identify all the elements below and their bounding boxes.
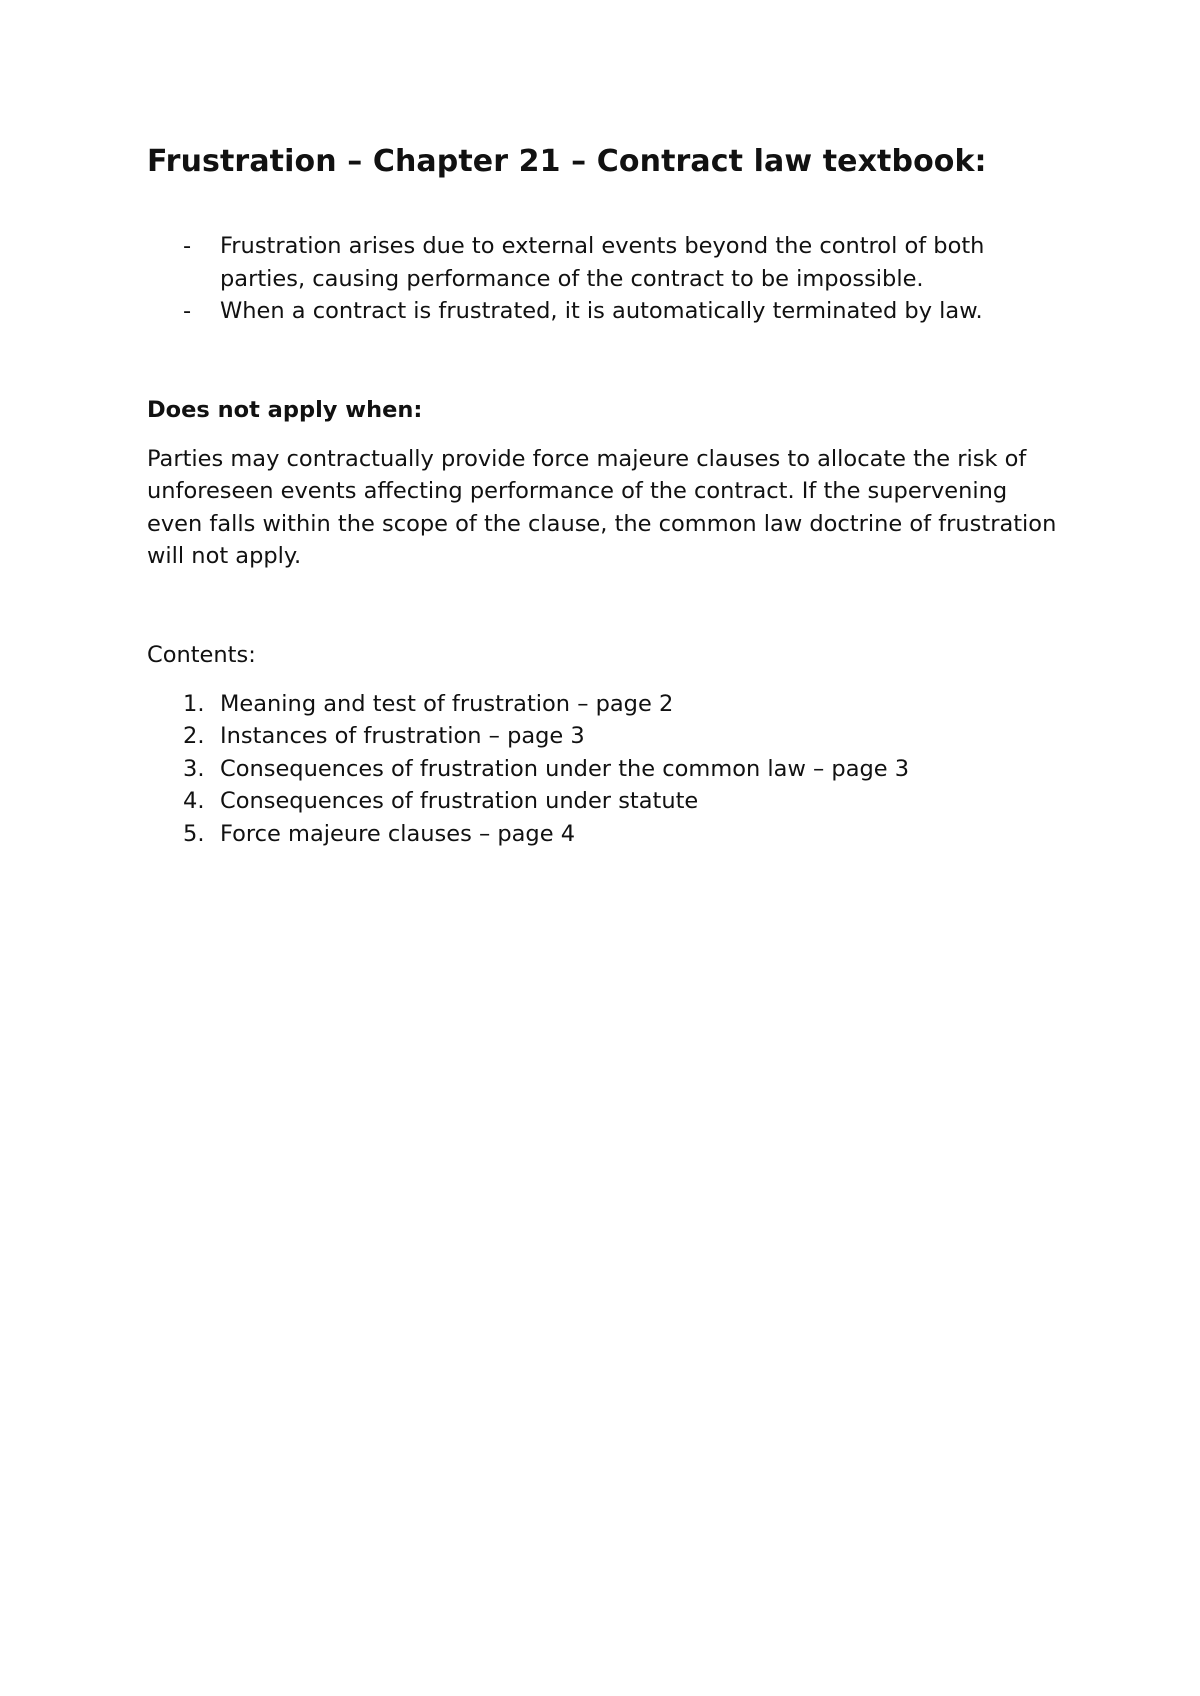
document-body	[147, 140, 1067, 850]
contents-item-number: 4.	[183, 788, 205, 814]
contents-label: Contents:	[147, 641, 256, 668]
contents-item	[147, 785, 1067, 818]
bullet-item	[147, 295, 1067, 328]
contents-item-number: 5.	[183, 820, 205, 847]
contents-list	[147, 688, 1067, 851]
contents-item-text: Consequences of frustration under the common law – page 3	[220, 755, 910, 782]
section-heading: Does not apply when:	[147, 396, 423, 423]
contents-item-text: Instances of frustration – page 3	[220, 723, 585, 749]
section-paragraph: Parties may contractually provide force majeure clauses to allocate the risk of unforeseen events affecting performance of the contract. If the supervening even falls within the scope of the clause, the common law doctrine of frustration will not apply.	[147, 445, 1057, 569]
contents-item-number: 1.	[183, 690, 205, 717]
contents-item-number: 2.	[183, 723, 205, 749]
contents-item-number: 3.	[183, 755, 205, 782]
contents-item-text: Consequences of frustration under statute	[220, 788, 699, 814]
bullet-marker: -	[183, 298, 192, 324]
contents-item	[147, 753, 1067, 786]
bullet-item	[147, 230, 1067, 295]
bullet-text: Frustration arises due to external events beyond the control of both parties, causing performance of the contract to be impossible.	[220, 233, 985, 292]
contents-item	[147, 688, 1067, 721]
document-title: Frustration – Chapter 21 – Contract law textbook:	[147, 144, 987, 179]
contents-item-text: Force majeure clauses – page 4	[220, 820, 576, 847]
bullet-text: When a contract is frustrated, it is automatically terminated by law.	[220, 298, 983, 324]
bullet-marker: -	[183, 233, 192, 259]
contents-item	[147, 818, 1067, 851]
contents-item-text: Meaning and test of frustration – page 2	[220, 690, 674, 717]
contents-item	[147, 720, 1067, 753]
bullet-list	[147, 230, 1067, 328]
